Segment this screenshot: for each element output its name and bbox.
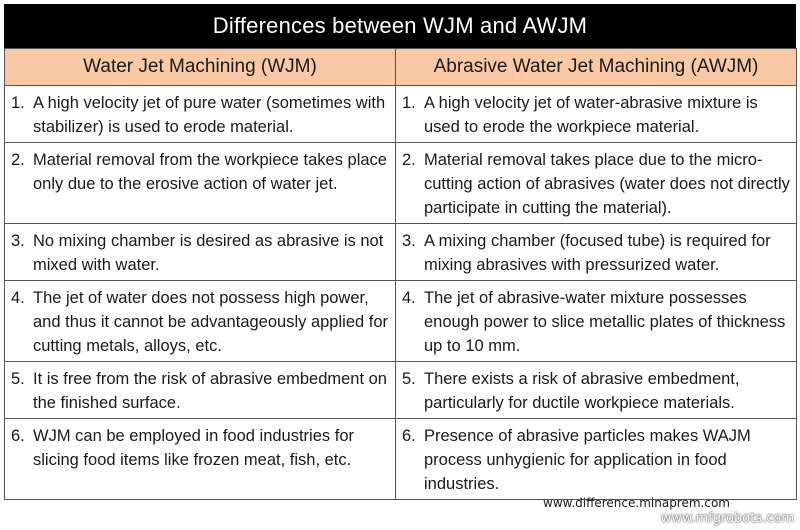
item-number: 1. [11,94,25,112]
table-row [5,419,797,500]
table-cell-awjm [396,86,797,143]
item-text: The jet of abrasive-water mixture possesses enough power to slice metallic plates of thickness up to 10 mm. [424,289,786,355]
table-cell-wjm [5,86,396,143]
item-text: A high velocity jet of pure water (sometimes with stabilizer) is used to erode material. [33,94,386,136]
table-cell-awjm [396,281,797,362]
table-row [5,362,797,419]
item-text: Material removal from the workpiece takes place only due to the erosive action of water jet. [33,151,387,193]
table-cell-awjm [396,419,797,500]
table-cell-wjm [5,224,396,281]
table-row [5,143,797,224]
table-row [5,224,797,281]
item-text: Material removal takes place due to the micro-cutting action of abrasives (water does not directly participate in cutting the material). [424,151,790,217]
item-text: Presence of abrasive particles makes WAJM process unhygienic for application in food industries. [424,427,751,493]
table-cell-awjm [396,224,797,281]
table-cell-wjm [5,419,396,500]
item-number: 2. [11,151,25,169]
item-text: It is free from the risk of abrasive embedment on the finished surface. [33,370,387,412]
item-number: 1. [402,94,416,112]
item-text: There exists a risk of abrasive embedment, particularly for ductile workpiece materials. [424,370,740,412]
item-number: 6. [11,427,25,445]
table-cell-wjm [5,281,396,362]
table-cell-awjm [396,143,797,224]
item-number: 2. [402,151,416,169]
column-header-wjm: Water Jet Machining (WJM) [5,49,396,86]
table-cell-wjm [5,362,396,419]
table-header-row [5,49,797,86]
item-text: A high velocity jet of water-abrasive mixture is used to erode the workpiece material. [424,94,758,136]
item-number: 5. [11,370,25,388]
table-cell-wjm [5,143,396,224]
table-row [5,86,797,143]
table-row [5,281,797,362]
watermark-text: www.mfgrobots.com [660,511,794,526]
item-text: A mixing chamber (focused tube) is required for mixing abrasives with pressurized water. [424,232,771,274]
comparison-table [4,48,797,500]
item-number: 4. [402,289,416,307]
item-text: WJM can be employed in food industries for slicing food items like frozen meat, fish, etc. [33,427,354,469]
source-website-label: www.difference.minaprem.com [543,496,730,510]
item-number: 4. [11,289,25,307]
table-body [5,86,797,500]
item-number: 5. [402,370,416,388]
column-header-awjm: Abrasive Water Jet Machining (AWJM) [396,49,797,86]
item-number: 3. [402,232,416,250]
table-cell-awjm [396,362,797,419]
page-title: Differences between WJM and AWJM [4,4,796,48]
item-number: 3. [11,232,25,250]
item-text: The jet of water does not possess high power, and thus it cannot be advantageously applied for cutting metals, alloys, etc. [33,289,389,355]
item-text: No mixing chamber is desired as abrasive is not mixed with water. [33,232,384,274]
item-number: 6. [402,427,416,445]
